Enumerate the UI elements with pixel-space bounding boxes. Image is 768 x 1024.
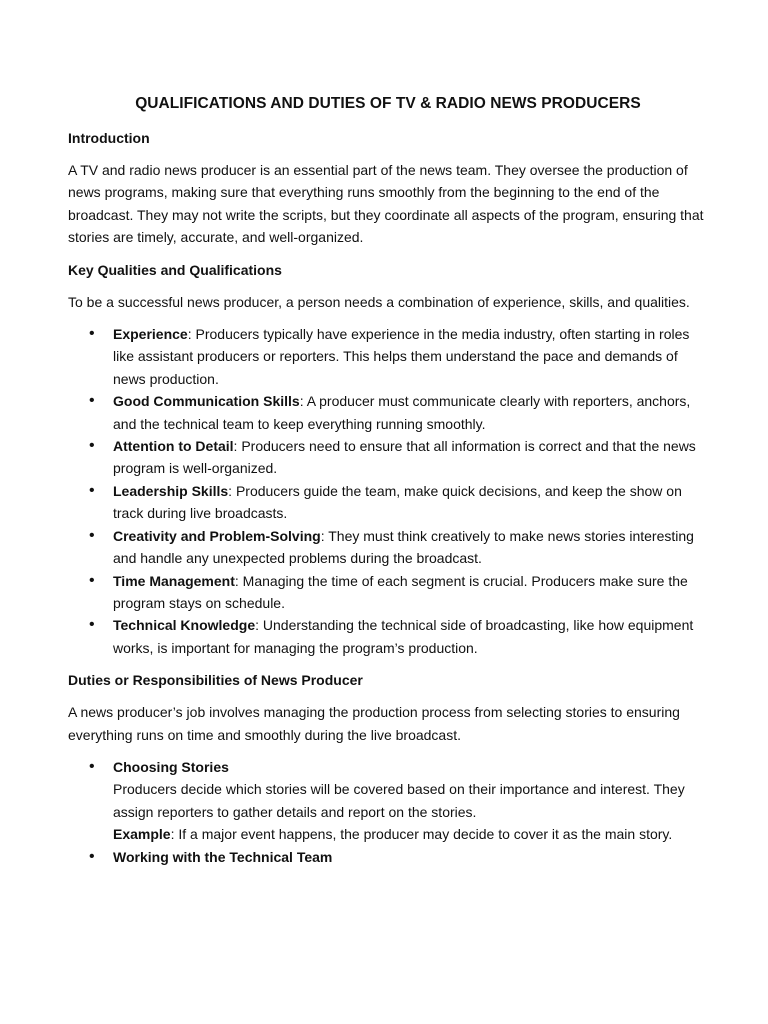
qualities-list — [68, 323, 708, 659]
list-item-text: : Producers need to ensure that all information is correct and that the news program is well-organized. — [113, 438, 696, 477]
list-item — [68, 525, 708, 570]
list-item — [68, 846, 708, 868]
list-item-text: : They must think creatively to make news stories interesting and handle any unexpected problems during the broadcast. — [113, 527, 694, 567]
list-item-term: Technical Knowledge — [113, 617, 256, 634]
list-item — [68, 570, 708, 615]
list-item-term: • Working with the Technical Team — [113, 848, 333, 865]
duties-list — [68, 756, 708, 868]
qualities-lead-paragraph: To be a successful news producer, a person needs a combination of experience, skills, and qualities. — [68, 293, 690, 310]
list-item — [68, 480, 708, 525]
qualities-heading: Key Qualities and Qualifications — [68, 261, 282, 278]
list-item-term: Leadership Skills — [113, 482, 229, 499]
list-item-term: Time Management — [113, 572, 235, 589]
list-item — [68, 614, 708, 659]
list-item — [68, 323, 708, 390]
list-item-term: Good Communication Skills — [113, 393, 300, 410]
list-item-term: Creativity and Problem-Solving — [113, 527, 321, 544]
list-item — [68, 435, 708, 480]
list-item-text: : Producers guide the team, make quick decisions, and keep the show on track during live broadcasts. — [113, 482, 682, 522]
list-item-term: • Choosing Stories — [113, 758, 229, 775]
list-item-text: : Producers typically have experience in the media industry, often starting in roles like assistant producers or reporters. This helps them understand the pace and demands of news production. — [113, 326, 690, 387]
document-page — [68, 93, 708, 878]
list-item-term: Experience — [113, 326, 188, 343]
list-item-term: Attention to Detail — [113, 438, 234, 455]
list-item-text: : Managing the time of each segment is crucial. Producers make sure the program stays on schedule. — [113, 572, 688, 611]
list-item-text: Producers decide which stories will be covered based on their importance and interest. They assign reporters to gather details and report on the stories. — [113, 781, 685, 820]
duties-heading: Duties or Responsibilities of News Producer — [68, 672, 363, 689]
list-item — [68, 756, 708, 846]
example-line — [113, 823, 708, 845]
list-item-text: : A producer must communicate clearly with reporters, anchors, and the technical team to keep everything running smoothly. — [113, 393, 691, 432]
list-item — [68, 390, 708, 435]
example-label: Example — [113, 826, 171, 843]
introduction-paragraph: A TV and radio news producer is an essential part of the news team. They oversee the production of news programs, making sure that everything runs smoothly from the beginning to the end of the broadcast. They may not write the scripts, but they coordinate all aspects of the program, ensuring that stories are timely, accurate, and well-organized. — [68, 162, 704, 246]
document-title: QUALIFICATIONS AND DUTIES OF TV & RADIO NEWS PRODUCERS — [135, 95, 641, 112]
introduction-heading: Introduction — [68, 130, 150, 146]
duties-lead-paragraph: A news producer’s job involves managing the production process from selecting stories to ensuring everything runs on time and smoothly during the live broadcast. — [68, 704, 680, 743]
example-text: : If a major event happens, the producer may decide to cover it as the main story. — [170, 826, 673, 843]
list-item-text: : Understanding the technical side of broadcasting, like how equipment works, is important for managing the program’s production. — [113, 617, 694, 656]
